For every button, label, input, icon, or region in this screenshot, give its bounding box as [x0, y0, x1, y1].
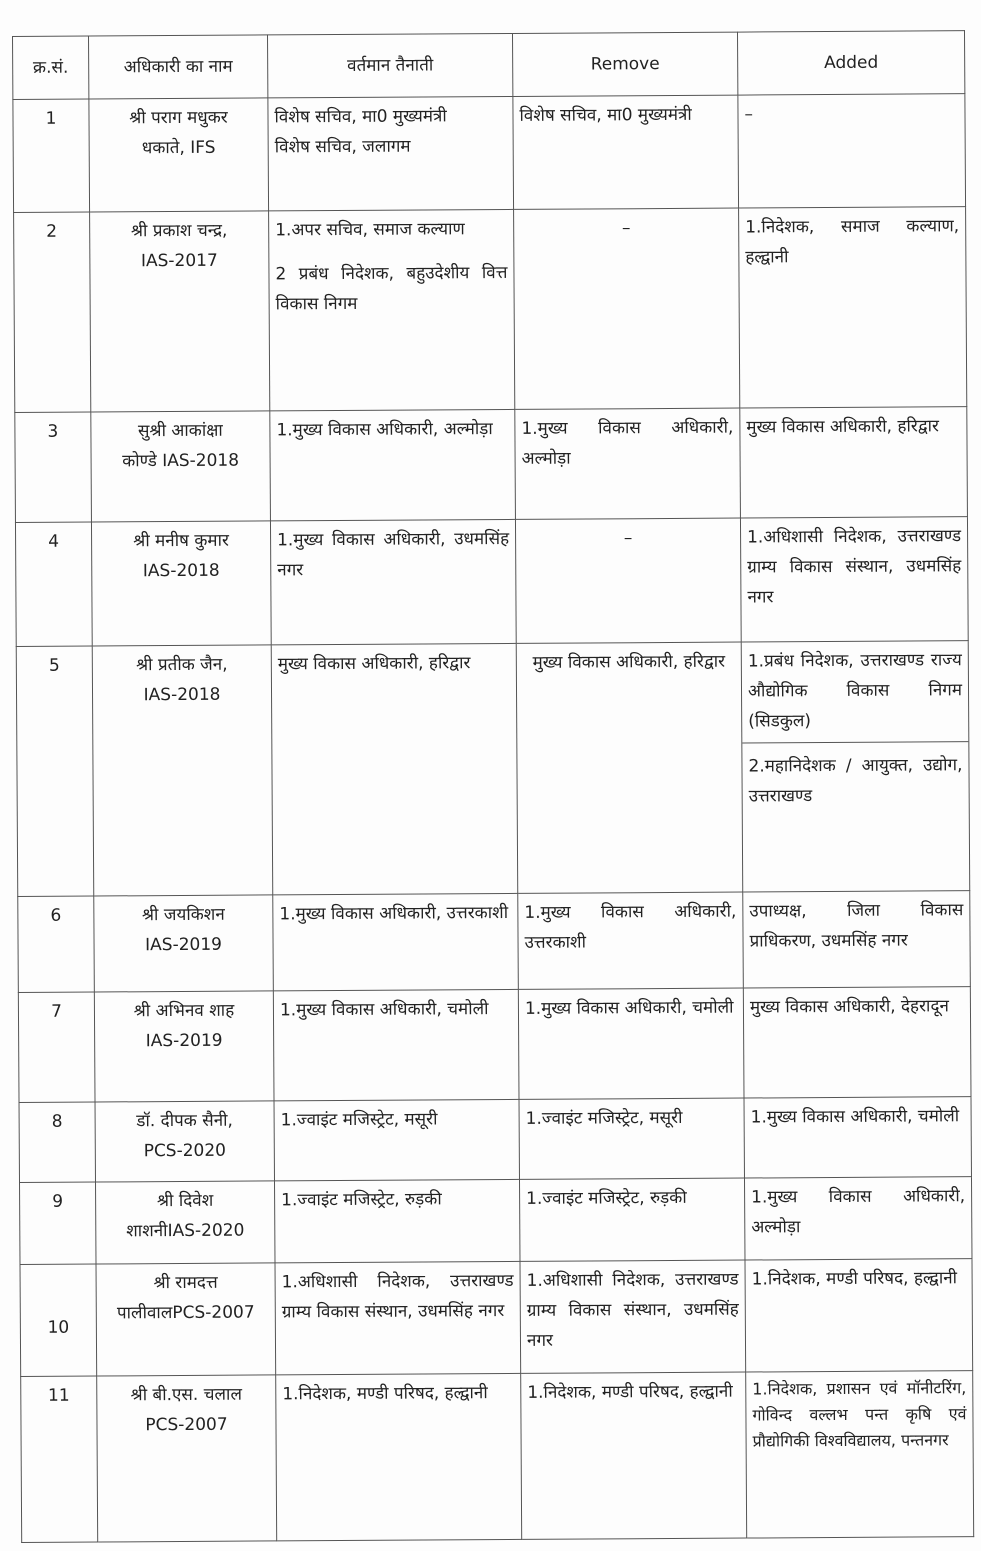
cell-remove — [520, 1260, 746, 1373]
posting-line: मुख्य विकास अधिकारी, हरिद्वार — [277, 653, 471, 675]
cell-added — [743, 987, 971, 1098]
remove-line: 1.मुख्य विकास अधिकारी, अल्मोड़ा — [521, 417, 734, 469]
name-line: शाशनीIAS-2020 — [126, 1220, 245, 1242]
cell-added — [746, 1371, 974, 1538]
name-line: IAS-2019 — [145, 934, 223, 956]
added-line: 1.अधिशासी निदेशक, उत्तराखण्ड ग्राम्य विकास संस्थान, उधमसिंह नगर — [747, 526, 962, 608]
cell-current-posting — [273, 989, 519, 1100]
name-line: श्री मनीष कुमार — [133, 530, 229, 552]
header-officer-name: अधिकारी का नाम — [89, 35, 268, 99]
remove-line: 1.निदेशक, मण्डी परिषद, हल्द्वानी — [527, 1381, 733, 1403]
cell-sno: 4 — [15, 522, 92, 646]
cell-remove — [515, 408, 741, 519]
remove-line: 1.ज्वाइंट मजिस्ट्रेट, मसूरी — [525, 1107, 683, 1129]
name-line: IAS-2018 — [143, 684, 221, 706]
cell-added — [739, 207, 967, 408]
cell-current-posting — [268, 96, 514, 210]
cell-added — [738, 94, 966, 208]
cell-sno: 11 — [21, 1376, 98, 1542]
remove-line: – — [621, 218, 631, 239]
table-row — [16, 641, 970, 897]
name-line: श्री प्रकाश चन्द्र, — [130, 220, 228, 242]
table-row — [20, 1177, 972, 1265]
cell-added — [745, 1259, 973, 1372]
remove-line: विशेष सचिव, मा0 मुख्यमंत्री — [519, 104, 692, 126]
name-line: श्री प्रतीक जैन, — [136, 654, 228, 676]
remove-line: 1.मुख्य विकास अधिकारी, चमोली — [524, 997, 734, 1019]
cell-remove — [516, 642, 743, 893]
table-row — [15, 407, 968, 523]
remove-line: 1.अधिशासी निदेशक, उत्तराखण्ड ग्राम्य विकास संस्थान, उधमसिंह नगर — [526, 1269, 739, 1351]
cell-sno: 2 — [14, 212, 91, 412]
cell-officer-name — [94, 895, 274, 992]
cell-current-posting — [270, 519, 516, 644]
cell-officer-name — [96, 1263, 276, 1376]
table-row — [14, 207, 967, 413]
cell-remove — [521, 1372, 747, 1539]
name-line: धकाते, IFS — [141, 137, 216, 159]
cell-sno: 1 — [13, 99, 90, 212]
added-line: 1.निदेशक, समाज कल्याण, हल्द्वानी — [745, 216, 960, 268]
cell-remove — [514, 208, 740, 409]
cell-officer-name — [91, 521, 271, 646]
added-line: 1.निदेशक, मण्डी परिषद, हल्द्वानी — [751, 1268, 958, 1290]
added-line: – — [744, 104, 754, 125]
cell-remove — [519, 1178, 744, 1261]
posting-line: 1.मुख्य विकास अधिकारी, उधमसिंह नगर — [277, 528, 510, 581]
posting-line: 1.मुख्य विकास अधिकारी, उत्तरकाशी — [279, 902, 509, 925]
table-row — [18, 987, 971, 1103]
header-remove: Remove — [512, 32, 737, 96]
cell-current-posting — [273, 893, 519, 990]
added-line: मुख्य विकास अधिकारी, देहरादून — [749, 996, 949, 1018]
cell-current-posting — [269, 209, 515, 410]
cell-current-posting — [274, 1099, 519, 1180]
cell-current-posting — [274, 1179, 519, 1262]
cell-sno: 8 — [19, 1102, 95, 1182]
name-line: श्री बी.एस. चलाल — [130, 1384, 243, 1406]
cell-sno: 7 — [18, 992, 95, 1102]
posting-line: 1.निदेशक, मण्डी परिषद, हल्द्वानी — [282, 1383, 488, 1405]
name-line: श्री अभिनव शाह — [133, 1000, 235, 1022]
posting-line: 2 प्रबंध निदेशक, बहुउदेशीय वित्त विकास निगम — [275, 262, 508, 315]
cell-sno: 10 — [20, 1264, 97, 1376]
cell-remove — [518, 892, 744, 989]
name-line: IAS-2017 — [140, 250, 218, 272]
cell-remove — [515, 518, 741, 643]
cell-current-posting — [271, 643, 518, 894]
name-line: IAS-2019 — [145, 1030, 223, 1052]
posting-line: 1.अपर सचिव, समाज कल्याण — [275, 219, 465, 241]
remove-line: मुख्य विकास अधिकारी, हरिद्वार — [532, 651, 726, 673]
name-line: PCS-2007 — [145, 1414, 228, 1436]
added-subcell — [742, 741, 968, 811]
added-line: मुख्य विकास अधिकारी, हरिद्वार — [746, 416, 940, 438]
cell-remove — [513, 95, 739, 209]
cell-officer-name — [95, 1101, 274, 1182]
name-line: पालीवालPCS-2007 — [116, 1302, 255, 1324]
header-current-posting: वर्तमान तैनाती — [267, 33, 512, 97]
table-row — [15, 517, 968, 647]
name-line: श्री पराग मधुकर — [129, 107, 228, 129]
table-row — [19, 1097, 971, 1183]
remove-line: – — [623, 528, 633, 549]
cell-added — [744, 1177, 971, 1260]
cell-sno: 6 — [18, 896, 95, 992]
cell-added — [744, 1097, 971, 1178]
added-line: उपाध्यक्ष, जिला विकास प्राधिकरण, उधमसिंह नगर — [749, 900, 964, 952]
header-added: Added — [737, 31, 964, 95]
posting-line: 1.ज्वाइंट मजिस्ट्रेट, मसूरी — [280, 1109, 438, 1131]
name-line: श्री रामदत्त — [153, 1272, 218, 1294]
transfer-table — [12, 30, 974, 1543]
posting-line: विशेष सचिव, मा0 मुख्यमंत्री — [274, 106, 447, 128]
name-line: श्री दिवेश — [156, 1190, 214, 1212]
cell-officer-name — [90, 211, 270, 412]
cell-officer-name — [91, 411, 271, 522]
cell-current-posting — [270, 409, 516, 520]
cell-officer-name — [94, 991, 274, 1102]
name-line: PCS-2020 — [143, 1140, 227, 1162]
remove-line: 1.मुख्य विकास अधिकारी, उत्तरकाशी — [524, 901, 737, 953]
header-sno: क्र.सं. — [13, 36, 89, 99]
table-row — [20, 1259, 973, 1377]
cell-current-posting — [275, 1261, 521, 1374]
cell-sno: 5 — [16, 646, 94, 896]
name-line: कोण्डे IAS-2018 — [122, 450, 240, 472]
name-line: IAS-2018 — [142, 560, 220, 582]
cell-sno: 3 — [15, 412, 92, 522]
cell-officer-name — [96, 1181, 275, 1264]
cell-added — [741, 641, 970, 892]
cell-officer-name — [97, 1375, 277, 1542]
cell-officer-name — [89, 98, 269, 212]
table-row — [21, 1371, 974, 1543]
name-line: सुश्री आकांक्षा — [137, 420, 223, 442]
added-line: 1.मुख्य विकास अधिकारी, चमोली — [750, 1106, 960, 1128]
header-row — [13, 31, 965, 100]
cell-officer-name — [92, 645, 273, 896]
remove-line: 1.ज्वाइंट मजिस्ट्रेट, रुड़की — [526, 1187, 687, 1209]
cell-sno: 9 — [20, 1182, 96, 1264]
cell-added — [740, 517, 968, 642]
cell-added — [740, 407, 968, 518]
posting-line: विशेष सचिव, जलागम — [274, 136, 411, 158]
posting-line: 1.मुख्य विकास अधिकारी, अल्मोड़ा — [276, 419, 493, 441]
cell-remove — [518, 988, 744, 1099]
added-line: 2.महानिदेशक / आयुक्त, उद्योग, उत्तराखण्ड — [748, 755, 963, 807]
posting-line: 1.अधिशासी निदेशक, उत्तराखण्ड ग्राम्य विकास संस्थान, उधमसिंह नगर — [281, 1270, 514, 1323]
added-line: 1.निदेशक, प्रशासन एवं मॉनीटरिंग, गोविन्द वल्लभ पन्त कृषि एवं प्रौद्योगिकी विश्वविद्यालय, पन्तनगर — [752, 1378, 967, 1451]
added-line: 1.प्रबंध निदेशक, उत्तराखण्ड राज्य औद्योगिक विकास निगम (सिडकुल) — [747, 650, 963, 732]
added-line: 1.मुख्य विकास अधिकारी, अल्मोड़ा — [751, 1186, 966, 1238]
posting-line: 1.ज्वाइंट मजिस्ट्रेट, रुड़की — [281, 1189, 442, 1211]
cell-remove — [519, 1098, 744, 1179]
name-line: श्री जयकिशन — [141, 904, 225, 926]
posting-line: 1.मुख्य विकास अधिकारी, चमोली — [279, 999, 489, 1021]
table-row — [13, 94, 966, 213]
table-row — [18, 891, 971, 993]
cell-added — [743, 891, 971, 988]
name-line: डॉ. दीपक सैनी, — [136, 1110, 233, 1132]
cell-current-posting — [276, 1373, 522, 1540]
